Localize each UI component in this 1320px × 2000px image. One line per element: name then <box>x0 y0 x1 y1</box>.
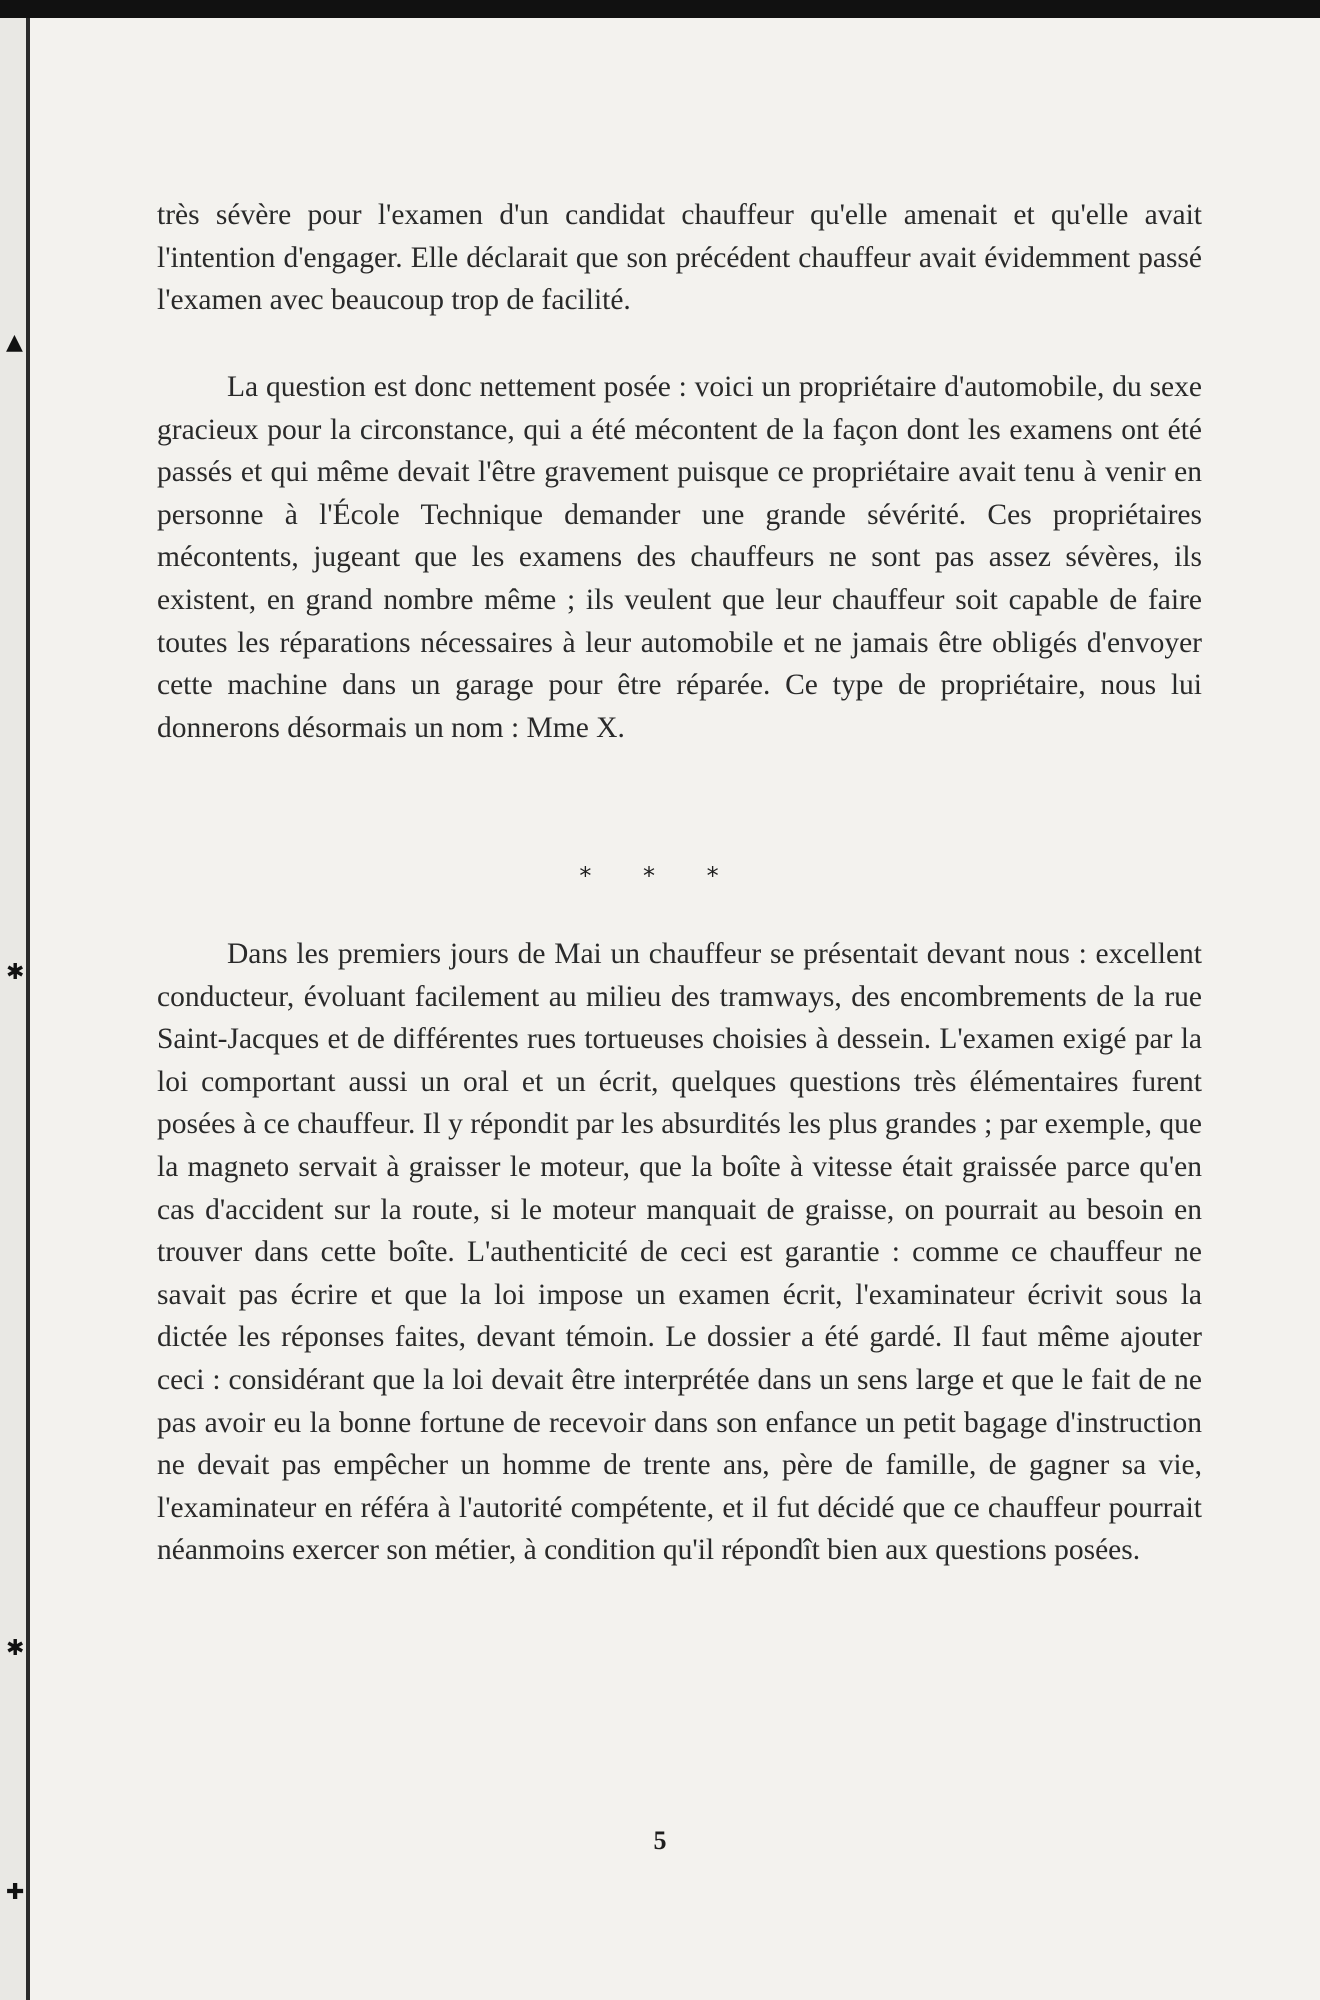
binding-mark: ✱ <box>6 960 25 985</box>
paragraph-chauffeur <box>157 933 1202 1572</box>
scan-top-edge <box>0 0 1320 18</box>
scan-left-margin <box>0 18 26 2000</box>
binding-mark: ▲ <box>6 330 23 355</box>
binding-line <box>26 18 30 2000</box>
binding-mark: ✚ <box>6 1880 25 1905</box>
paragraph-text: très sévère pour l'examen d'un candidat chauffeur qu'elle amenait et qu'elle avait l'intention d'engager. Elle déclarait que son précédent chauffeur avait évidemment passé l'examen avec beaucoup trop de facilité. <box>157 199 1202 317</box>
paragraph-text: Dans les premiers jours de Mai un chauffeur se présentait devant nous : excellent conducteur, évoluant facilement au milieu des tramways, des encombrements de la rue Saint-Jacques et de différentes rues tortueuses choisies à dessein. L'examen exigé par la loi comportant aussi un oral et un écrit, quelques questions très élémentaires furent posées à ce chauffeur. Il y répondit par les absurdités les plus grandes ; par exemple, que la magneto servait à graisser le moteur, que la boîte à vitesse était graissée parce qu'en cas d'accident sur la route, si le moteur manquait de graisse, on pourrait au besoin en trouver dans cette boîte. L'authenticité de ceci est garantie : comme ce chauffeur ne savait pas écrire et que la loi impose un examen écrit, l'examinateur écrivit sous la dictée les réponses faites, devant témoin. Le dossier a été gardé. Il faut même ajouter ceci : considérant que la loi devait être interprétée dans un sens large et que le fait de ne pas avoir eu la bonne fortune de recevoir dans son enfance un petit bagage d'instruction ne devait pas empêcher un homme de trente ans, père de famille, de gagner sa vie, l'examinateur en référa à l'autorité compétente, et il fut décidé que ce chauffeur pourrait néanmoins exercer son métier, à condition qu'il répondît bien aux questions posées. <box>157 938 1202 1567</box>
paragraph-text: La question est donc nettement posée : voici un propriétaire d'automobile, du sexe gracieux pour la circonstance, qui a été mécontent de la façon dont les examens ont été passés et qui même devait l'être gravement puisque ce propriétaire avait tenu à venir en personne à l'École Technique demander une grande sévérité. Ces propriétaires mécontents, jugeant que les examens des chauffeurs ne sont pas assez sévères, ils existent, en grand nombre même ; ils veulent que leur chauffeur soit capable de faire toutes les réparations nécessaires à leur automobile et ne jamais être obligés d'envoyer cette machine dans un garage pour être réparée. Ce type de propriétaire, nous lui donnerons désormais un nom : Mme X. <box>157 371 1202 744</box>
page-number: 5 <box>653 1826 667 1855</box>
binding-mark: ✱ <box>6 1636 25 1661</box>
paragraph-continued <box>157 194 1202 322</box>
paragraph-question <box>157 366 1202 749</box>
section-separator: * * * <box>579 862 741 890</box>
